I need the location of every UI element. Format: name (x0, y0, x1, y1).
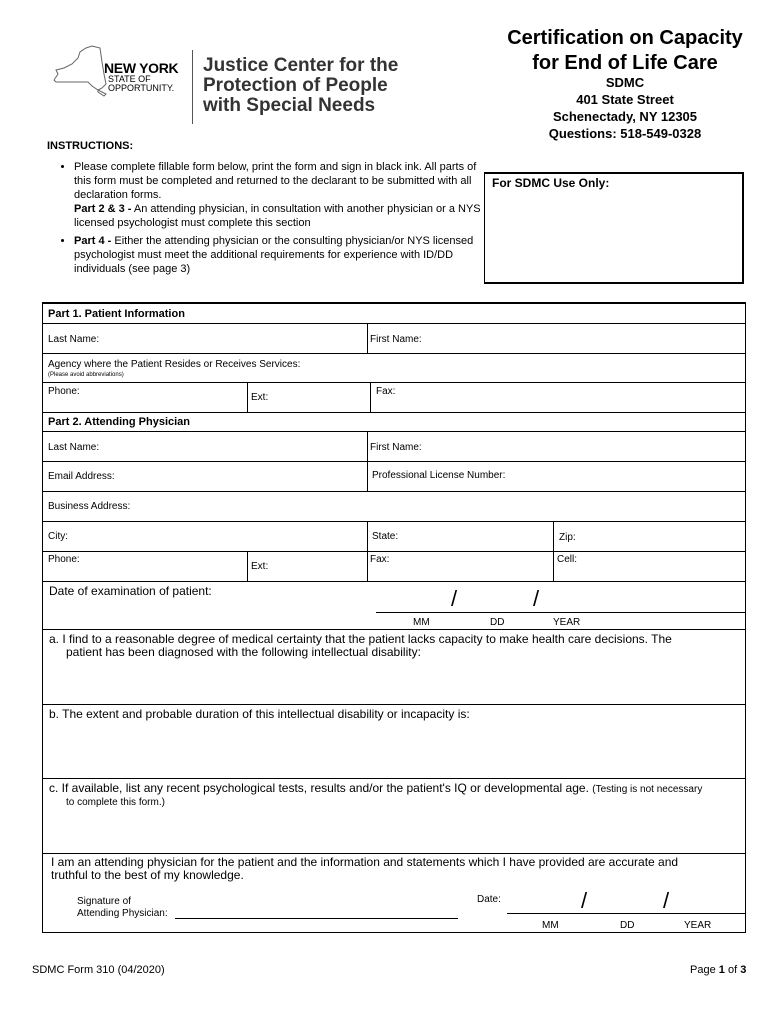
divider (43, 581, 745, 582)
certification-form (42, 302, 746, 933)
part1-title: Part 1. Patient Information (48, 308, 185, 320)
exam-date-mm: MM (413, 617, 430, 628)
sdmc-use-only-box (484, 172, 744, 284)
instructions-heading: INSTRUCTIONS: (47, 140, 134, 152)
agency-note: (Please avoid abbreviations) (48, 372, 124, 378)
patient-phone-field[interactable]: Phone: (48, 386, 80, 397)
divider (43, 491, 745, 492)
divider (247, 551, 248, 581)
divider (43, 778, 745, 779)
signature-date-slash: / (663, 888, 670, 913)
exam-date-dd: DD (490, 617, 505, 628)
form-id: SDMC Form 310 (04/2020) (32, 964, 165, 976)
sdmc-address: SDMC 401 State Street Schenectady, NY 12305 Questions: 518-549-0328 (548, 75, 702, 141)
exam-date-label: Date of examination of patient: (49, 584, 212, 598)
divider (247, 382, 248, 412)
page-indicator: Page 1 of 3 (690, 964, 747, 976)
patient-agency-field[interactable]: Agency where the Patient Resides or Receives Services: (48, 359, 301, 370)
question-c-note: to complete this form.) (66, 797, 165, 808)
attestation-text: I am an attending physician for the patient and the information and statements which I have provided are accurate and truthful to the best of my knowledge. (51, 855, 679, 882)
divider (367, 521, 368, 551)
exam-date-input-line[interactable] (376, 612, 745, 613)
signature-date-year: YEAR (684, 920, 712, 931)
zip-field[interactable]: Zip: (559, 532, 576, 543)
signature-date-dd: DD (620, 920, 635, 931)
divider (43, 382, 745, 383)
sdmc-use-only-label: For SDMC Use Only: (492, 176, 610, 190)
divider (370, 382, 371, 412)
divider (367, 323, 368, 353)
patient-ext-field[interactable]: Ext: (251, 392, 269, 403)
question-a-text: a. I find to a reasonable degree of medical certainty that the patient lacks capacity to make health care decisions. The patient has been diagnosed with the following intellectual disability: (49, 632, 672, 659)
divider (43, 353, 745, 354)
divider (43, 853, 745, 854)
signature-date-slash: / (581, 888, 588, 913)
exam-date-slash: / (451, 586, 458, 611)
divider (43, 521, 745, 522)
patient-fax-field[interactable]: Fax: (376, 386, 396, 397)
signature-line[interactable] (175, 918, 458, 919)
city-field[interactable]: City: (48, 531, 68, 542)
signature-date-mm: MM (542, 920, 559, 931)
instructions-list (60, 160, 484, 280)
divider (43, 551, 745, 552)
physician-email-field[interactable]: Email Address: (48, 471, 115, 482)
divider (43, 704, 745, 705)
patient-first-name-field[interactable]: First Name: (370, 334, 422, 345)
physician-fax-field[interactable]: Fax: (370, 554, 390, 565)
state-field[interactable]: State: (372, 531, 399, 542)
question-c-text: c. If available, list any recent psychological tests, results and/or the patient's IQ or developmental age. (Testing is not necessary (49, 781, 703, 795)
divider (43, 412, 745, 413)
divider (553, 551, 554, 581)
business-address-field[interactable]: Business Address: (48, 501, 131, 512)
physician-cell-field[interactable]: Cell: (557, 554, 578, 565)
part2-title: Part 2. Attending Physician (48, 416, 191, 428)
divider (367, 551, 368, 581)
logo-agency-name: Justice Center for the Protection of People with Special Needs (203, 55, 399, 116)
instruction-item: • Part 4 - Either the attending physician or the consulting physician/or NYS licensed psychologist must meet the additional requirements for experience with ID/DD individuals (see page 3) (74, 234, 484, 276)
patient-last-name-field[interactable]: Last Name: (48, 334, 100, 345)
ny-state-outline-logo (48, 44, 108, 100)
instruction-item: • Please complete fillable form below, print the form and sign in black ink. All parts of this form must be completed and returned to the declarant to be submitted with all declaration forms. Part 2 & 3 - An attending physician, in consultation with another physician or a NYS licensed psychologist must complete this section (74, 160, 484, 230)
physician-license-field[interactable]: Professional License Number: (372, 470, 506, 481)
physician-last-name-field[interactable]: Last Name: (48, 442, 100, 453)
signature-label: Signature of Attending Physician: (77, 896, 168, 919)
form-title: Certification on Capacity for End of Life Care (507, 27, 743, 74)
divider (367, 461, 368, 491)
signature-date-input-line[interactable] (507, 913, 745, 914)
question-b-text: b. The extent and probable duration of this intellectual disability or incapacity is: (49, 707, 470, 721)
physician-first-name-field[interactable]: First Name: (370, 442, 422, 453)
physician-phone-field[interactable]: Phone: (48, 554, 80, 565)
exam-date-slash: / (533, 586, 540, 611)
divider (43, 431, 745, 432)
logo-state-name: NEW YORK (104, 60, 179, 76)
divider (43, 629, 745, 630)
divider (43, 323, 745, 324)
exam-date-year: YEAR (553, 617, 581, 628)
divider (367, 431, 368, 461)
logo-tagline: STATE OF OPPORTUNITY. (108, 74, 175, 93)
divider (553, 521, 554, 551)
divider (43, 461, 745, 462)
logo-divider (192, 50, 193, 124)
signature-date-label: Date: (477, 894, 501, 905)
physician-ext-field[interactable]: Ext: (251, 561, 269, 572)
